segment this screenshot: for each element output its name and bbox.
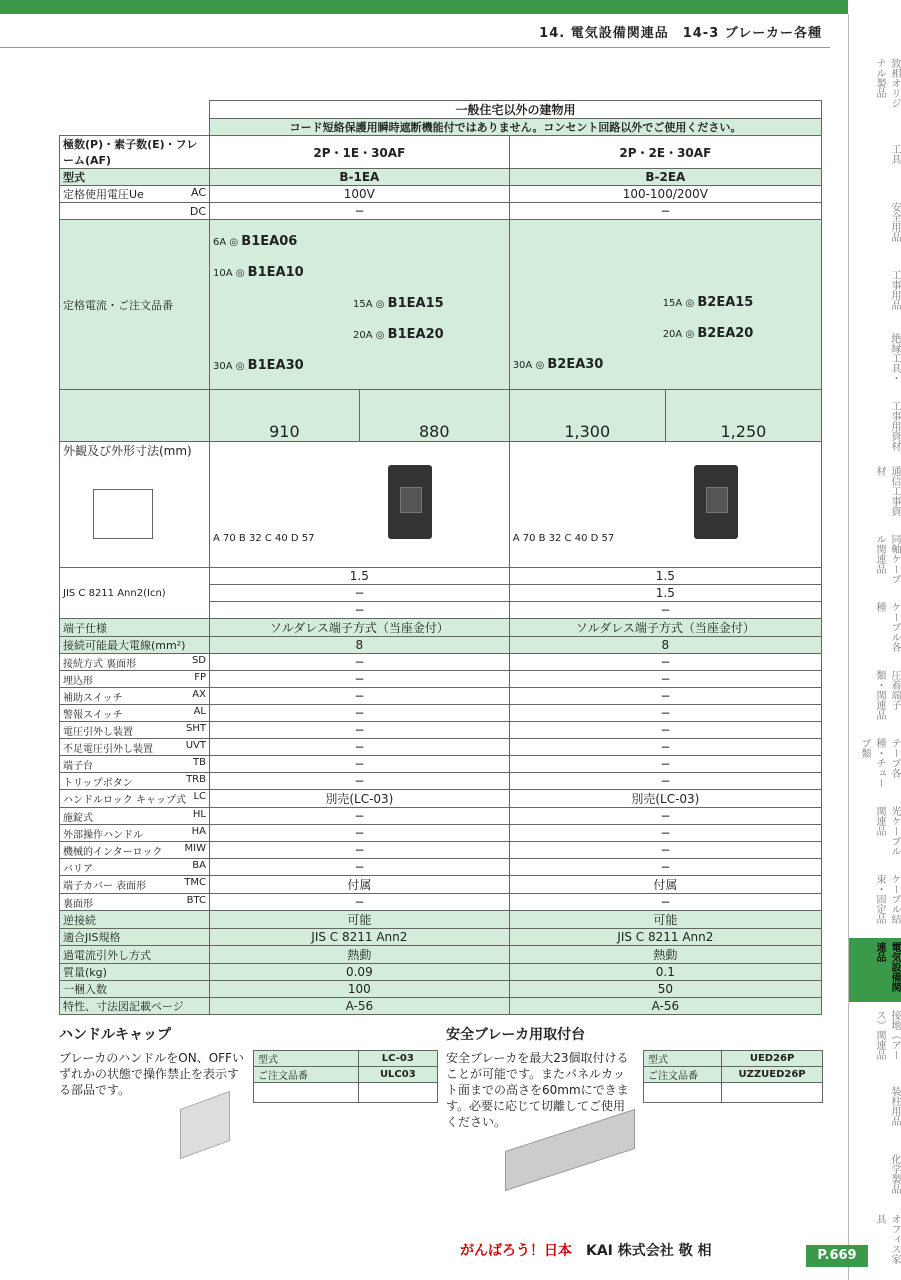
banner-note: コード短絡保護用瞬時遮断機能付ではありません。コンセント回路以外でご使用ください。 [210,119,822,136]
acc-a: − [210,773,510,790]
sidebar-tab[interactable]: ケーブル各種 [874,602,900,652]
m-order: UZZUED26P [722,1067,823,1083]
dc-a: − [210,203,510,220]
sidebar-tab[interactable]: 工具 [889,144,900,164]
label-model: 型式 [60,169,210,186]
acc-b: − [509,825,821,842]
label-voltage: 定格使用電圧Ue AC [60,186,210,203]
label-terminal: 端子仕様 [60,619,210,637]
label-mass: 質量(kg) [60,964,210,981]
sidebar-tab[interactable]: 通信工事資材 [874,466,900,516]
acc-b: − [509,671,821,688]
acc-a: − [210,756,510,773]
product-image-b: A 70 B 32 C 40 D 57 [509,442,821,568]
sidebar-tab[interactable]: 化学製品 [889,1154,900,1194]
mass-a: 0.09 [210,964,510,981]
current-a: 6A ◎ B1EA06 10A ◎ B1EA10 15A ◎ B1EA15 20A ◎ B1EA20 30A ◎ B1EA30 [210,220,510,390]
mount-title: 安全ブレーカ用取付台 [446,1027,586,1043]
acc-b: − [509,773,821,790]
label-trip: 過電流引外し方式 [60,946,210,964]
acc-a: − [210,842,510,859]
label-pack: 一梱入数 [60,981,210,998]
label-std: 適合JIS規格 [60,929,210,946]
pack-b: 50 [509,981,821,998]
handle-cap-table [253,1050,438,1103]
handle-cap-desc: ブレーカのハンドルをON、OFFいずれかの状態で操作禁止を表示する部品です。 [59,1051,244,1097]
price: 910 [210,390,360,442]
acc-b: − [509,688,821,705]
page-header [0,14,830,48]
label-reverse: 逆接続 [60,911,210,929]
sidebar-tab[interactable]: 工事用資材 [889,401,900,451]
label-dims: 外観及び外形寸法(mm) [60,442,210,568]
sidebar-tab[interactable]: 装柱用品 [889,1086,900,1126]
sidebar-tab[interactable]: 安全用品 [889,202,900,242]
acc-a: − [210,722,510,739]
std-b: JIS C 8211 Ann2 [509,929,821,946]
sidebar-tab[interactable]: 光ケーブル関連品 [874,806,900,856]
acc-label: 接続方式 裏面形 SD [60,654,210,671]
cap-a-200: − [210,602,510,619]
acc-label: 埋込形 FP [60,671,210,688]
cap-b-200: − [509,602,821,619]
hc-order-label: ご注文品番 [254,1067,359,1083]
acc-b: − [509,722,821,739]
acc-b: − [509,705,821,722]
rev-a: 可能 [210,911,510,929]
acc-label: 端子カバー 表面形 TMC [60,876,210,894]
cap-b-ac: 1.5 [509,585,821,602]
std-a: JIS C 8211 Ann2 [210,929,510,946]
label-jis: JIS C 8211 Ann2(Icn) [60,568,210,619]
label-pole: 極数(P)・素子数(E)・フレーム(AF) [60,136,210,169]
spec-table [59,100,822,1015]
acc-b: − [509,842,821,859]
terminal-a: ソルダレス端子方式（当座金付） [210,619,510,637]
sidebar-tab[interactable]: 工事用品 [889,270,900,310]
label-wire: 接続可能最大電線(mm²) [60,637,210,654]
sidebar-tab[interactable]: 接地（アース）関連品 [874,1010,900,1060]
hc-model-label: 型式 [254,1051,359,1067]
breaker-image [694,465,738,539]
m-model-label: 型式 [644,1051,722,1067]
label-current: 定格電流・ご注文品番 [60,220,210,390]
acc-a: − [210,894,510,911]
acc-b: − [509,808,821,825]
page-b: A-56 [509,998,821,1015]
m-model: UED26P [722,1051,823,1067]
hc-model: LC-03 [358,1051,437,1067]
sidebar [848,14,901,1280]
acc-label: 裏面形 BTC [60,894,210,911]
acc-label: 機械的インターロック MIW [60,842,210,859]
terminal-b: ソルダレス端子方式（当座金付） [509,619,821,637]
footer-brand: KAI 株式会社 敬 相 [586,1243,712,1259]
label-page: 特性、寸法図記載ページ [60,998,210,1015]
current-b: 15A ◎ B2EA15 20A ◎ B2EA20 30A ◎ B2EA30 [509,220,821,390]
acc-b: − [509,654,821,671]
acc-a: − [210,688,510,705]
pack-a: 100 [210,981,510,998]
dc-b: − [509,203,821,220]
acc-b: − [509,739,821,756]
mass-b: 0.1 [509,964,821,981]
acc-label: 補助スイッチ AX [60,688,210,705]
acc-label: 施錠式 HL [60,808,210,825]
acc-label: 電圧引外し装置 SHT [60,722,210,739]
sidebar-tab[interactable]: 圧着端子類・関連品 [874,670,900,720]
hc-order: ULC03 [358,1067,437,1083]
acc-label: 外部操作ハンドル HA [60,825,210,842]
acc-label: ハンドルロック キャップ式 LC [60,790,210,808]
cap-b-100: 1.5 [509,568,821,585]
sidebar-tab[interactable]: 致相オリジナル製品 [874,58,900,108]
price: 880 [359,390,509,442]
mount-table [643,1050,823,1103]
product-image-a: A 70 B 32 C 40 D 57 [210,442,510,568]
acc-b: 付属 [509,876,821,894]
trip-b: 熱動 [509,946,821,964]
page-title: 14. 電気設備関連品 14-3 ブレーカー各種 [539,26,822,41]
acc-a: − [210,671,510,688]
handle-cap-image [180,1091,230,1159]
ac-a: 100V [210,186,510,203]
top-accent-bar [0,0,848,14]
m-order-label: ご注文品番 [644,1067,722,1083]
trip-a: 熱動 [210,946,510,964]
breaker-image [388,465,432,539]
acc-a: 別売(LC-03) [210,790,510,808]
mount-desc: 安全ブレーカを最大23個取付けることが可能です。またパネルカット面までの高さを60mmにできます。必要に応じて切離してご使用ください。 [446,1051,629,1129]
acc-a: − [210,705,510,722]
acc-b: − [509,756,821,773]
pole-b: 2P・2E・30AF [509,136,821,169]
sidebar-tab[interactable]: 絶縁工具・ [889,333,900,383]
dims-diagram [93,489,153,539]
sidebar-tab[interactable]: ケーブル結束・固定品 [874,874,900,924]
handle-cap-title: ハンドルキャップ [59,1027,171,1043]
banner-title: 一般住宅以外の建物用 [210,101,822,119]
footer [460,1240,712,1260]
acc-a: − [210,808,510,825]
ac-b: 100-100/200V [509,186,821,203]
sidebar-tab[interactable]: 同軸ケーブル関連品 [874,534,900,584]
sidebar-tab[interactable]: オフィス家具 [874,1214,900,1264]
footer-slogan: がんばろう！日本 [460,1243,572,1259]
acc-label: バリア BA [60,859,210,876]
model-a: B-1EA [210,169,510,186]
label-dc: DC [60,203,210,220]
sidebar-tab[interactable]: テープ各種・チューブ類 [859,738,900,788]
wire-a: 8 [210,637,510,654]
page-number: P.669 [806,1245,868,1267]
acc-b: − [509,859,821,876]
wire-b: 8 [509,637,821,654]
acc-label: 端子台 TB [60,756,210,773]
rev-b: 可能 [509,911,821,929]
price: 1,300 [509,390,665,442]
acc-a: − [210,825,510,842]
acc-a: 付属 [210,876,510,894]
acc-a: − [210,654,510,671]
acc-b: 別売(LC-03) [509,790,821,808]
cap-a-ac: − [210,585,510,602]
acc-a: − [210,739,510,756]
page-a: A-56 [210,998,510,1015]
acc-label: 不足電圧引外し装置 UVT [60,739,210,756]
sidebar-tab[interactable]: 電気設備関連品 [849,938,901,1002]
model-b: B-2EA [509,169,821,186]
cap-a-100: 1.5 [210,568,510,585]
acc-label: 警報スイッチ AL [60,705,210,722]
price: 1,250 [665,390,821,442]
acc-a: − [210,859,510,876]
acc-label: トリップボタン TRB [60,773,210,790]
pole-a: 2P・1E・30AF [210,136,510,169]
acc-b: − [509,894,821,911]
